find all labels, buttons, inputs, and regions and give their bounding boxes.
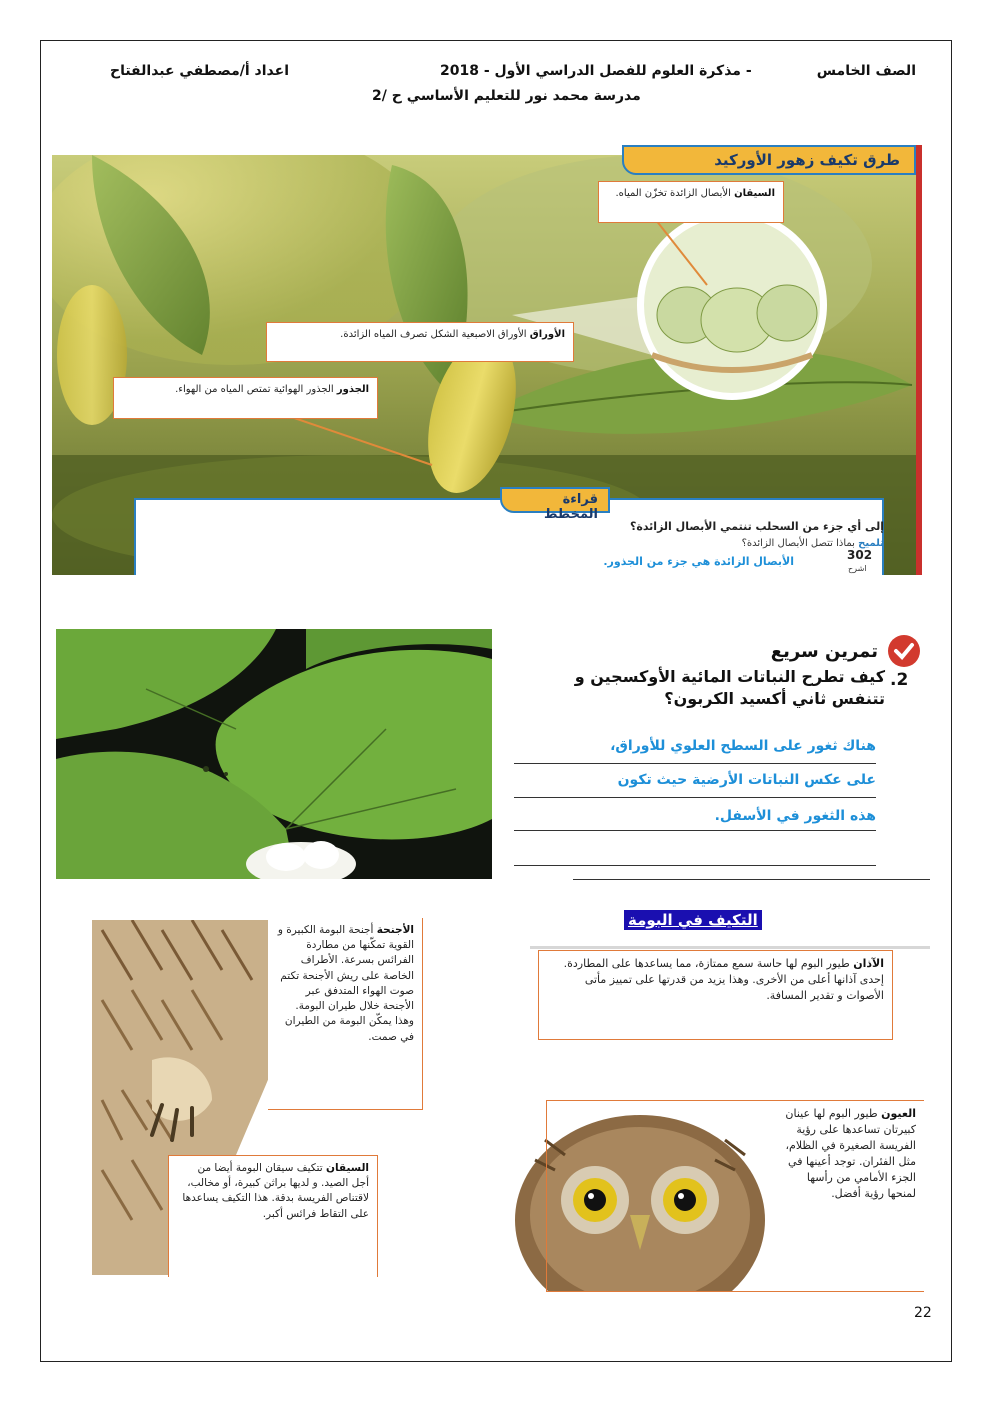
book-page-number: 302 (847, 548, 873, 562)
ears-callout (538, 950, 893, 1040)
ears-label: الآذان (853, 957, 884, 970)
grade-label: الصف الخامس (816, 63, 916, 79)
wings-text: أجنحة البومة الكبيرة و القوية تمكّنها من مطاردة الفرائس بسرعة. الأطراف الخاصة على ريش الأجنحة تكتم صوت الهواء المتدفق عبر الأجنحة خلال طيران البومة. وهذا يمكّن البومة من الطيران في صمت. (277, 924, 414, 1043)
diagram-banner: قراءة المخطط (500, 487, 610, 513)
answer-rule-1 (514, 763, 876, 764)
notebook-title: - مذكرة العلوم للفصل الدراسي الأول - 2018 (440, 63, 752, 79)
question-number: .2 (890, 670, 909, 690)
answer-rule-2 (514, 797, 876, 798)
leaves-callout (266, 322, 574, 362)
ears-top-line (530, 946, 930, 949)
diagram-question: إلى أي جزء من السحلب تنتمي الأبصال الزائدة؟ (629, 520, 884, 533)
roots-text: الجذور الهوائية تمتص المياه من الهواء. (175, 384, 334, 395)
page-number: 22 (914, 1305, 932, 1321)
lily-pad-illustration (56, 629, 492, 879)
quiz-title: تمرين سريع (770, 641, 878, 662)
wings-label: الأجنحة (376, 924, 414, 936)
answer-line-2: على عكس النباتات الأرضية حيث تكون (617, 772, 876, 788)
roots-callout (113, 377, 378, 419)
legs-text: تتكيف سيقان البومة أيضا من أجل الصيد. و لديها براثن كبيرة، أو مخالب، لاقتناص الفريسة بدقة. هذا التكيف يساعدها على التقاط فرائس أكبر. (182, 1162, 369, 1220)
section-divider (573, 879, 930, 880)
eyes-text: طيور البوم لها عينان كبيرتان تساعدها على رؤية الفريسة الصغيرة في الظلام، مثل الفئران. توجد أعينها في الجزء الأمامي من رأسها لمنحها رؤية أفضل. (785, 1107, 916, 1200)
leaves-text: الأوراق الاصبعية الشكل تصرف المياه الزائدة. (340, 329, 527, 340)
diagram-answer: الأبصال الزائدة هي جزء من الجذور. (603, 555, 794, 568)
lily-pad-photo (56, 629, 492, 879)
orchid-banner: طرق تكيف زهور الأوركيد (622, 145, 916, 175)
eyes-label: العيون (881, 1107, 916, 1120)
author-label: اعداد أ/مصطفي عبدالفتاح (110, 63, 289, 79)
hint-label: تلميح (858, 538, 884, 549)
leaves-label: الأوراق (529, 329, 565, 340)
checkmark-icon (888, 635, 920, 667)
legs-label: السيقان (326, 1162, 369, 1174)
eyes-callout (546, 1100, 924, 1292)
wings-callout (268, 918, 423, 1110)
stems-callout (598, 181, 784, 223)
hint-text: بماذا تتصل الأبصال الزائدة؟ (741, 538, 855, 549)
answer-line-3: هذه الثغور في الأسفل. (714, 808, 876, 824)
legs-callout (168, 1155, 378, 1277)
answer-line-1: هناك ثغور على السطح العلوي للأوراق، (610, 738, 876, 754)
stems-text: الأبصال الزائدة تخزّن المياه. (615, 188, 731, 199)
ears-text: طيور البوم لها حاسة سمع ممتازة، مما يساعدها على المطاردة. إحدى آذانها أعلى من الأخرى. وهذا يزيد من قدرتها على تمييز مأتى الأصوات و تقدير المسافة. (563, 957, 884, 1002)
red-edge-bar (916, 145, 922, 575)
quiz-question: كيف تطرح النباتات المائية الأوكسجين و تتنفس ثاني أكسيد الكربون؟ (574, 667, 885, 708)
roots-label: الجذور (336, 384, 369, 395)
stems-label: السيقان (734, 188, 775, 199)
answer-rule-3 (514, 830, 876, 831)
owl-heading: التكيف في البومة (624, 910, 762, 930)
answer-rule-4 (514, 865, 876, 866)
school-label: مدرسة محمد نور للتعليم الأساسي ح /2 (372, 88, 641, 104)
book-page-label: اشرح (848, 564, 867, 573)
